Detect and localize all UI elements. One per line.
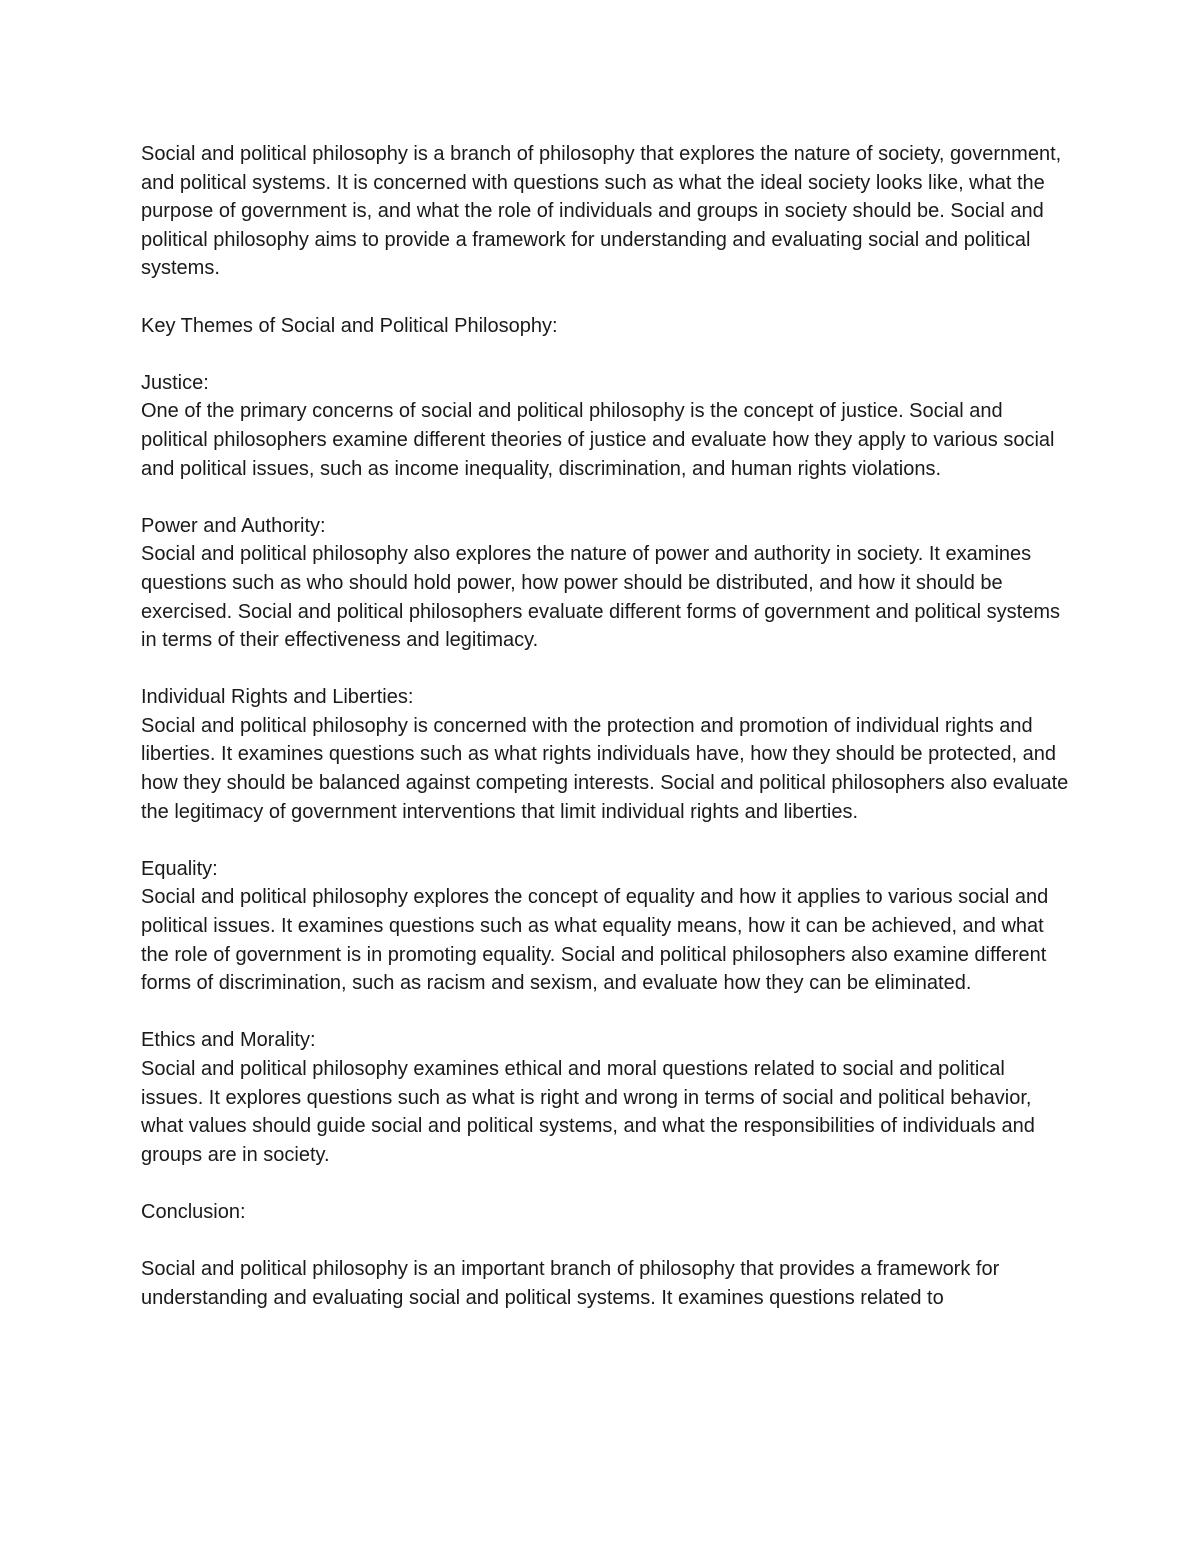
section-body: Social and political philosophy is concerned with the protection and promotion of individual rights and liberties. It examines questions such as what rights individuals have, how they should be protected, and how they should be balanced against competing interests. Social and political philosophers also evaluate the legitimacy of government interventions that limit individual rights and liberties. [141, 714, 1069, 823]
section-ethics-and-morality [141, 1026, 1071, 1169]
document-body [141, 140, 1071, 1312]
themes-heading: Key Themes of Social and Political Philosophy: [141, 314, 558, 337]
section-individual-rights [141, 683, 1071, 826]
section-body: Social and political philosophy examines ethical and moral questions related to social and political issues. It explores questions such as what is right and wrong in terms of social and political behavior, what values should guide social and political systems, and what the responsibilities of individuals and groups are in society. [141, 1058, 1035, 1166]
intro-paragraph: Social and political philosophy is a branch of philosophy that explores the nature of society, government, and political systems. It is concerned with questions such as what the ideal society looks like, what the purpose of government is, and what the role of individuals and groups in society should be. Social and political philosophy aims to provide a framework for understanding and evaluating social and political systems. [141, 143, 1067, 280]
section-body: One of the primary concerns of social and political philosophy is the concept of justice. Social and political philosophers examine different theories of justice and evaluate how they apply to various social and political issues, such as income inequality, discrimination, and human rights violations. [141, 400, 1055, 480]
section-body: Social and political philosophy explores the concept of equality and how it applies to various social and political issues. It examines questions such as what equality means, how it can be achieved, and what the role of government is in promoting equality. Social and political philosophers also examine different forms of discrimination, such as racism and sexism, and evaluate how they can be eliminated. [141, 886, 1049, 995]
conclusion-heading: Conclusion: [141, 1200, 246, 1223]
section-heading: Justice: [141, 371, 209, 394]
section-heading: Individual Rights and Liberties: [141, 686, 414, 709]
conclusion-paragraph: Social and political philosophy is an important branch of philosophy that provides a framework for understanding and evaluating social and political systems. It examines questions related to [141, 1258, 1005, 1309]
section-heading: Power and Authority: [141, 514, 326, 537]
section-heading: Equality: [141, 857, 218, 880]
section-power-and-authority [141, 512, 1071, 655]
section-equality [141, 855, 1071, 998]
section-justice [141, 369, 1071, 483]
section-heading: Ethics and Morality: [141, 1029, 316, 1052]
section-body: Social and political philosophy also explores the nature of power and authority in society. It examines questions such as who should hold power, how power should be distributed, and how it should be exercised. Social and political philosophers evaluate different forms of government and political systems in terms of their effectiveness and legitimacy. [141, 543, 1061, 652]
